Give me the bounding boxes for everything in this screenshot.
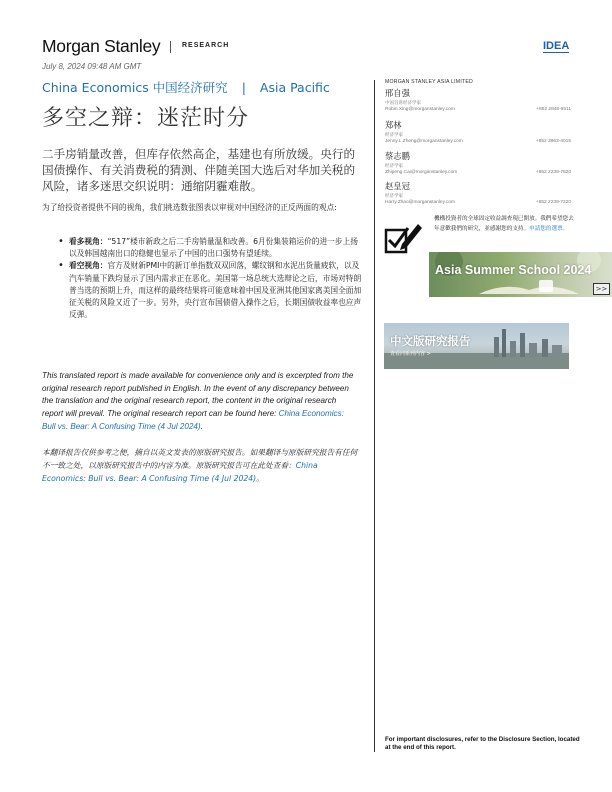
column-divider [374,80,375,752]
analyst-phone: +852 2239-7820 [535,170,571,175]
region-link[interactable]: Asia Pacific [259,80,330,95]
summer-school-banner[interactable] [429,252,612,297]
translation-disclaimer-zh [42,447,360,485]
series-name-link[interactable]: China Economics 中国经济研究 [42,80,228,95]
analyst-name: 郑林 [385,120,402,130]
analyst-card [385,119,571,146]
analyst-role: 中国首席经济学家 [385,101,421,106]
analyst-role: 经济学家 [385,133,403,138]
vote-link[interactable]: 申請您的選票。 [529,225,569,232]
translation-disclaimer-en [42,370,358,434]
banner-title: Asia Summer School 2024 [435,263,592,277]
survey-message [434,215,574,234]
bear-view-label: 看空视角： [69,261,108,271]
legal-entity: MORGAN STANLEY ASIA LIMITED [385,79,473,85]
bull-view-item [56,236,364,260]
disclosure-note: For important disclosures, refer to the Disclosure Section, located at the end of this report. [385,736,580,751]
analyst-name: 蔡志鹏 [385,151,410,161]
analyst-phone: +852 2239-7220 [535,200,571,205]
morgan-stanley-logo: Morgan Stanley [42,36,161,56]
bull-view-text: “517”楼市新政之后二手房销量温和改善。6月份集装箱运价的进一步上扬以及韩国越南出口的稳健也显示了中国的出口强势有望延续。 [69,237,358,259]
analyst-card [385,180,571,207]
report-lead: 二手房销量改善，但库存依然高企，基建也有所放缓。央行的国债操作、有关消费税的猜测、伴随美国大选后对华加关税的风险，诸多迷思交织说明：通缩阴霾难散。 [42,147,356,193]
survey-text: 機構投資者的全球固定收益調查現已開放。我們希望您去年意歡我們的研究，並感謝您的支持。 [434,216,574,232]
analyst-card [385,87,571,114]
bear-view-text: 官方及财新PMI中的新订单指数双双回落，螺纹钢和水泥出货量疲软，以及汽车销量下跌均显示了国内需求正在恶化。美国第一场总统大选辩论之后，市场对特朗普当选的预期上升，而这样的最终结果将可能意味着中国及亚洲其他国家离美国全面加征关税的风险又近了一步。另外，央行宣布国债借入操作之后，长期国债收益率也应声反弹。 [69,261,362,320]
analyst-phone: +852 2848-6511 [536,107,571,112]
report-title: 多空之辩：迷茫时分 [42,106,250,131]
report-series [42,78,330,96]
publish-date: July 8, 2024 09:48 AM GMT [42,62,142,71]
report-intro: 为了给投资者提供不同的视角，我们挑选数张图表以审视对中国经济的正反两面的观点: [42,203,337,212]
disclaimer-en-end: . [200,421,203,431]
analyst-role: 经济学家 [385,194,403,199]
analyst-email[interactable]: Harry.Zhao@morganstanley.com [385,200,456,205]
ballot-pencil-icon [384,220,424,256]
chinese-reports-banner[interactable] [384,323,569,369]
analyst-name: 赵皇冠 [385,181,410,191]
header-divider [170,41,171,53]
series-separator: | [241,80,246,95]
analyst-email[interactable]: Robin.Xing@morganstanley.com [385,107,455,112]
disclaimer-en-text: This translated report is made available for convenience only and is excerpted from the original research report published in English. In the event of any discrepancy between the translation and the original research report, the content in the original research report will prevail. The original research report can be found here: [42,371,354,419]
disclaimer-zh-end: 。 [256,473,264,483]
original-report-link-en[interactable]: China Economics: Bull vs. Bear: A Confusing Time (4 Jul 2024) [42,409,344,431]
analyst-email[interactable]: Zhipeng.Cai@morganstanley.com [385,170,458,175]
analyst-card [385,150,571,177]
idea-badge: IDEA [543,40,570,52]
research-label: RESEARCH [182,42,230,49]
disclaimer-zh-text: 本翻译报告仅供参考之便，摘自以英文发表的原版研究报告。如果翻译与原版研究报告有任何不一致之处，以原版研究报告中的内容为准。原版研究报告可在此处查看： [42,448,358,470]
original-report-link-zh[interactable]: China Economics: Bull vs. Bear: A Confusing Time (4 Jul 2024) [42,460,318,483]
analyst-name: 邢自强 [385,88,410,98]
key-points-list [56,236,364,321]
view-more-link[interactable]: 查看同系列内容 > [390,351,431,357]
next-arrow-icon[interactable]: >> [593,283,610,295]
banner-title: 中文版研究报告 [390,334,471,348]
bear-view-item [56,260,364,321]
analyst-email[interactable]: Jenny.L.Zheng@morganstanley.com [385,139,463,144]
bull-view-label: 看多视角： [69,237,108,246]
analyst-role: 经济学家 [385,164,403,169]
analyst-phone: +852 3963-4015 [535,139,571,144]
